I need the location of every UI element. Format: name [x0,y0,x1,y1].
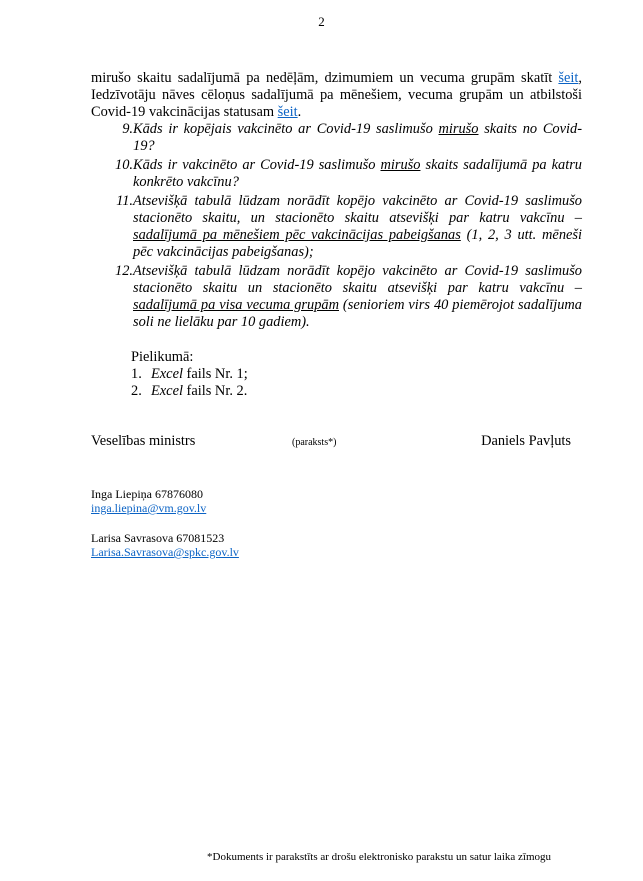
page-number: 2 [318,14,325,29]
contact-block [91,531,239,559]
link-seit-1[interactable]: šeit [558,70,579,86]
annex-item-emphasis: Excel [151,366,183,382]
question-text: Atsevišķā tabulā lūdzam norādīt kopējo vakcinēto ar Covid-19 saslimušo stacionēto skaitu un stacionēto skaitu atsevišķi par katru vakcīnu – [133,263,582,296]
question-emphasis: sadalījumā pa mēnešiem pēc vakcinācijas pabeigšanas [133,227,461,243]
footer-note: *Dokuments ir parakstīts ar drošu elektronisko parakstu un satur laika zīmogu [207,851,551,863]
contact-block [91,487,206,515]
annex-item-text: fails Nr. 1; [182,366,248,382]
question-item [91,121,582,155]
annex-item-number: 1. [131,366,142,382]
question-text: (1, 2, 3 utt. mēneši pēc vakcinācijas pabeigšanas); [133,227,582,260]
question-item [91,157,582,191]
question-emphasis: mirušo [438,121,479,137]
intro-text: mirušo skaitu sadalījumā pa nedēļām, dzimumiem un vecuma grupām skatīt [91,70,559,86]
annex-title: Pielikumā: [131,349,194,365]
question-number: 11. [116,193,133,209]
question-number: 10. [115,157,133,173]
contact-line: Inga Liepiņa 67876080 [91,487,203,501]
question-item [91,193,582,261]
question-text: Kāds ir kopējais vakcinēto ar Covid-19 saslimušo [133,121,439,137]
question-text: Atsevišķā tabulā lūdzam norādīt kopējo vakcinēto ar Covid-19 saslimušo stacionēto skaitu, un stacionēto skaitu atsevišķi par katru vakcīnu – [133,193,582,226]
question-number: 9. [122,121,133,137]
intro-paragraph [91,70,582,121]
annex-item-emphasis: Excel [151,383,183,399]
annex-item-number: 2. [131,383,142,399]
annex-item [131,366,248,383]
question-emphasis: sadalījumā pa visa vecuma grupām [133,297,339,313]
annex-item [131,383,248,400]
question-text: skaits sadalījumā pa katru konkrēto vakcīnu? [133,157,582,190]
annex-item-text: fails Nr. 2. [182,383,248,399]
question-number: 12. [115,263,133,279]
question-text: skaits no Covid-19? [133,121,582,154]
link-seit-2[interactable]: šeit [277,104,298,120]
contact-line: Larisa Savrasova 67081523 [91,531,225,545]
signature-mark: (paraksts*) [292,437,337,448]
question-text: (senioriem virs 40 piemērojot sadalījuma soli ne lielāku par 10 gadiem). [133,297,582,330]
question-text: Kāds ir vakcinēto ar Covid-19 saslimušo [133,157,381,173]
question-list [91,121,582,333]
question-item [91,263,582,331]
contact-email-link[interactable]: Larisa.Savrasova@spkc.gov.lv [91,545,239,559]
signatory-name: Daniels Pavļuts [481,433,571,449]
question-emphasis: mirušo [380,157,421,173]
intro-end: . [297,104,302,120]
signatory-role: Veselības ministrs [91,433,196,449]
annex-section [131,349,248,400]
contact-email-link[interactable]: inga.liepina@vm.gov.lv [91,501,207,515]
intro-text-2: , Iedzīvotāju nāves cēloņus sadalījumā pa mēnešiem, vecuma grupām un atbilstoši Covid-19 vakcinācijas statusam [91,70,582,120]
